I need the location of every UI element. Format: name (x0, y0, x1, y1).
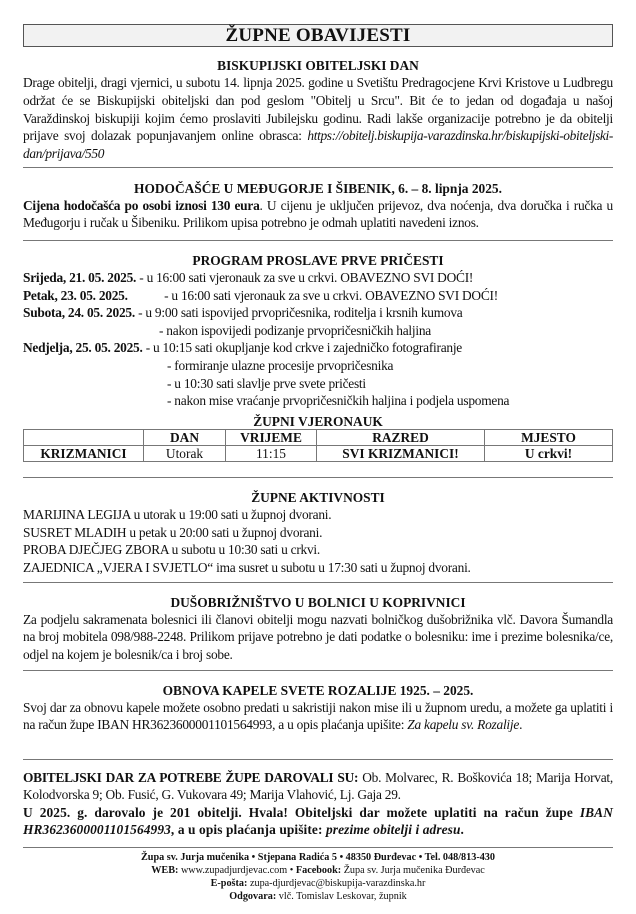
page-title: ŽUPNE OBAVIJESTI (23, 24, 613, 47)
divider (23, 582, 613, 583)
section-text (23, 197, 613, 232)
program-activity: - u 10:30 sati slavlje prve svete pričesti (167, 375, 366, 391)
table-cell-place: U crkvi! (485, 446, 613, 462)
section-aktivnosti (23, 489, 613, 576)
activity-item: PROBA DJEČJEG ZBORA u subotu u 10:30 sati u crkvi. (23, 542, 320, 558)
section-heading: DUŠOBRIŽNIŠTVO U BOLNICI U KOPRIVNICI (170, 595, 466, 610)
table-header-row (24, 430, 613, 446)
activity-item: SUSRET MLADIH u petak u 20:00 sati u župnoj dvorani. (23, 524, 323, 540)
footer-email-line (23, 877, 613, 890)
program-item (23, 375, 613, 393)
program-item (23, 357, 613, 375)
summary-text: , a u opis plaćanja upišite: (170, 822, 326, 838)
activity-item: ZAJEDNICA „VJERA I SVJETLO“ ima susret u subotu u 17:30 sati u župnoj dvorani. (23, 559, 471, 575)
program-item (23, 392, 613, 410)
program-list (23, 269, 613, 410)
section-bolnica (23, 594, 613, 663)
column-header (24, 430, 144, 446)
section-heading: ŽUPNI VJERONAUK (253, 414, 383, 429)
vjeronauk-table (23, 429, 613, 462)
paragraph-text: Drage obitelji, dragi vjernici, u subotu 14. lipnja 2025. godine u Svetištu Predragocjene Krvi Kristove u Ludbregu održat će se Biskupijski obiteljski dan pod geslom "Obitelj u Srcu". Bit će to jedan od događaja u našoj Varaždinskoj biskupiji kojim ćemo proslaviti Jubilejsku godinu. Radi lakše organizacije potrebno je da obitelji prijave svoj dolazak popunjavanjem online obrasca: (23, 75, 613, 144)
price-text: Cijena hodočašća po osobi iznosi 130 eura (23, 198, 260, 213)
program-activity: - u 10:15 sati okupljanje kod crkve i zajedničko fotografiranje (145, 340, 463, 356)
punctuation: . (460, 822, 464, 838)
responsible-label: Odgovara: (229, 891, 277, 902)
program-activity: - nakon mise vraćanje prvopričesničkih haljina i podjela uspomena (167, 393, 510, 409)
payment-description: Za kapelu sv. Rozalije (407, 717, 520, 733)
table-row (24, 446, 613, 462)
footer (23, 851, 613, 903)
program-date: Petak, 23. 05. 2025. (23, 287, 128, 303)
table-cell-day: Utorak (144, 446, 226, 462)
program-activity: - formiranje ulazne procesije prvopričesnika (167, 357, 394, 373)
payment-description: prezime obitelji i adresu (325, 822, 461, 838)
divider (23, 240, 613, 241)
email-link[interactable]: zupa-djurdjevac@biskupija-varazdinska.hr (247, 878, 426, 889)
section-heading: ŽUPNE AKTIVNOSTI (251, 490, 385, 505)
donors-list: Ob. Molvarec, R. Boškovića 18; Marija Horvat, Kolodvorska 9; Ob. Fusić, G. Vukovara 49; Marija Vlahović, Lj. Gaja 29. (23, 770, 613, 803)
program-date: Srijeda, 21. 05. 2025. (23, 270, 137, 285)
facebook-label: Facebook: (295, 865, 342, 876)
program-date: Nedjelja, 25. 05. 2025. (23, 340, 143, 356)
program-date: Subota, 24. 05. 2025. (23, 305, 135, 321)
activity-item: MARIJINA LEGIJA u utorak u 19:00 sati u župnoj dvorani. (23, 507, 332, 522)
section-obiteljski-dar (23, 769, 613, 839)
section-text (23, 699, 613, 734)
program-item (23, 304, 613, 322)
program-activity: - u 16:00 sati vjeronauk za sve u crkvi. OBAVEZNO SVI DOĆI! (139, 270, 474, 285)
section-heading: OBNOVA KAPELE SVETE ROZALIJE 1925. – 2025. (162, 683, 474, 698)
table-cell-class: SVI KRIZMANICI! (317, 446, 485, 462)
program-item (23, 287, 613, 305)
table-cell-group: KRIZMANICI (24, 446, 144, 462)
column-header: DAN (144, 430, 226, 446)
program-item (23, 269, 613, 287)
iban: IBAN HR3623600001101564993 (23, 804, 613, 838)
column-header: MJESTO (485, 430, 613, 446)
section-prva-pricest (23, 252, 613, 410)
section-heading: PROGRAM PROSLAVE PRVE PRIČESTI (192, 253, 444, 268)
section-heading: HODOČAŠĆE U MEĐUGORJE I ŠIBENIK, 6. – 8. lipnja 2025. (134, 181, 502, 196)
paragraph-text: Svoj dar za obnovu kapele možete osobno predati u sakristiji nakon mise ili u župnom uredu, a možete ga uplatiti i na račun župe IBAN HR3623600001101564993, a u opis plaćanja upišite: (23, 700, 613, 733)
section-hodocasce (23, 180, 613, 232)
web-label: WEB: (151, 865, 179, 876)
divider (23, 847, 613, 848)
donors-text (23, 769, 613, 804)
section-text (23, 74, 613, 163)
program-activity: - u 9:00 sati ispovijed prvopričesnika, roditelja i krsnih kumova (138, 305, 463, 321)
footer-responsible-line (23, 890, 613, 903)
divider (23, 670, 613, 671)
footer-web-line (23, 864, 613, 877)
footer-address: Župa sv. Jurja mučenika • Stjepana Radića 5 • 48350 Đurđevac • Tel. 048/813-430 (141, 852, 495, 863)
web-link[interactable]: www.zupadjurdjevac.com • (178, 865, 296, 876)
donation-summary (23, 804, 613, 839)
divider (23, 477, 613, 478)
program-activity: - nakon ispovijedi podizanje prvopričesničkih haljina (159, 322, 431, 338)
paragraph-text: . U cijenu je uključen prijevoz, dva noćenja, dva doručka i ručka u Međugorju i ručak u Šibeniku. Prilikom upisa potrebno je odmah uplatiti navedeni iznos. (23, 198, 613, 231)
program-item (23, 339, 613, 357)
section-biskupijski-dan (23, 57, 613, 163)
registration-link[interactable]: https://obitelj.biskupija-varazdinska.hr/biskupijski-obiteljski-dan/prijava/550 (23, 128, 613, 162)
section-vjeronauk (23, 413, 613, 430)
divider (23, 167, 613, 168)
punctuation: . (519, 717, 523, 733)
facebook-link[interactable]: Župa sv. Jurja mučenika Đurđevac (341, 865, 485, 876)
section-kapela (23, 682, 613, 734)
column-header: VRIJEME (226, 430, 317, 446)
table-cell-time: 11:15 (226, 446, 317, 462)
responsible-value: vlč. Tomislav Leskovar, župnik (276, 891, 407, 902)
section-heading: BISKUPIJSKI OBITELJSKI DAN (217, 58, 419, 73)
section-text: Za podjelu sakramenata bolesnici ili članovi obitelji mogu nazvati bolničkog dušobrižnika vlč. Davora Šumandla na broj mobitela 098/988-2248. Prilikom prijave potrebno je dati podatke o bolesniku: ime i prezime bolesnika/ce, odjel na kojem je bolesnik/ca i broj sobe. (23, 612, 613, 662)
donors-heading: OBITELJSKI DAR ZA POTREBE ŽUPE DAROVALI SU: (23, 770, 359, 785)
column-header: RAZRED (317, 430, 485, 446)
summary-text: U 2025. g. darovalo je 201 obitelji. Hvala! Obiteljski dar možete uplatiti na račun župe (23, 804, 580, 820)
divider (23, 759, 613, 760)
email-label: E-pošta: (210, 878, 248, 889)
program-item (23, 322, 613, 340)
program-activity: - u 16:00 sati vjeronauk za sve u crkvi. OBAVEZNO SVI DOĆI! (164, 287, 498, 303)
